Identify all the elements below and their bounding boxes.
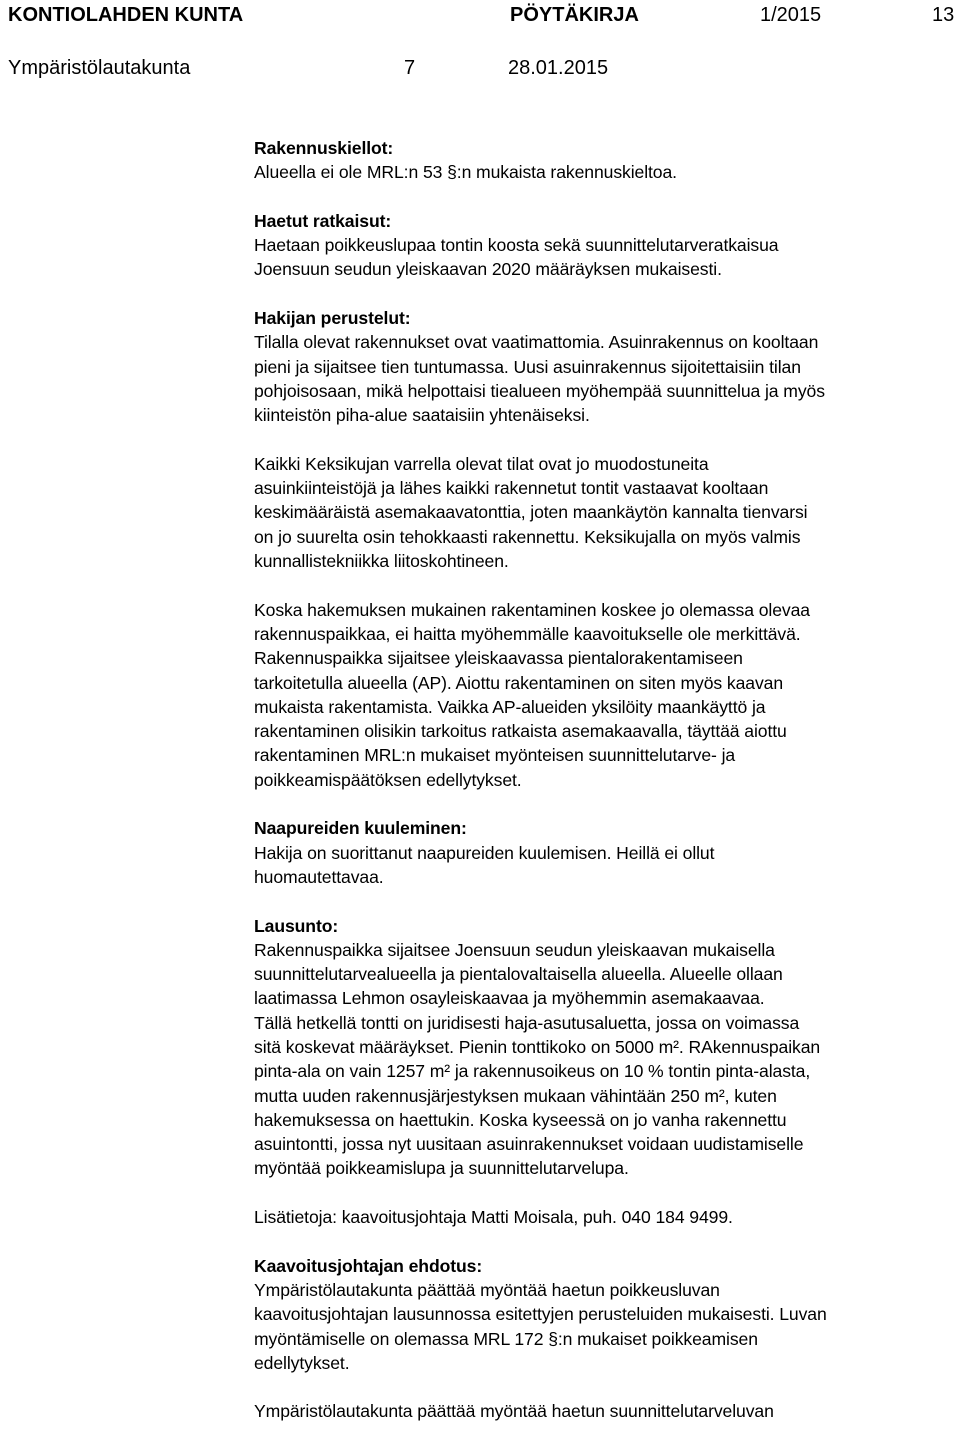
section-requested-decisions [254,209,960,282]
text-line: Hakija on suorittanut naapureiden kuulemisen. Heillä ei ollut [254,842,715,863]
section-heading: Haetut ratkaisut: [254,210,392,231]
paragraph-decision [254,1399,960,1423]
meeting-date: 28.01.2015 [508,57,609,79]
section-heading: Naapureiden kuuleminen: [254,818,467,839]
text-line: rakennuspaikkaa, ei haitta myöhemmälle kaavoitukselle ole merkittävä. [254,623,801,644]
text-line: suunnittelutarvealueella ja pientalovaltaisella alueella. Alueelle ollaan [254,964,783,985]
spacer [254,185,960,209]
text-line: on jo suurelta osin tehokkaasti rakennettu. Keksikujalla on myös valmis [254,526,801,547]
document-type: PÖYTÄKIRJA [510,4,639,26]
text-line: sitä koskevat määräykset. Pienin tonttikoko on 5000 m². RAkennuspaikan [254,1036,821,1057]
section-number: 7 [404,57,416,79]
text-line: Ympäristölautakunta päättää myöntää haetun suunnittelutarveluvan [254,1401,774,1422]
text-line: Rakennuspaikka sijaitsee Joensuun seudun yleiskaavan mukaisella [254,939,775,960]
text-line: Haetaan poikkeuslupaa tontin koosta sekä suunnittelutarveratkaisua [254,235,779,256]
text-line: pohjoisosaan, mikä helpottaisi tiealueen myöhempää suunnittelua ja myös [254,380,825,401]
spacer [254,1181,960,1205]
text-line: myöntämiselle on olemassa MRL 172 §:n mukaiset poikkeamisen [254,1328,758,1349]
spacer [254,889,960,913]
text-line: hakemuksessa on haettukin. Koska kyseessä on jo vanha rakennettu [254,1109,787,1130]
section-neighbour-hearing [254,816,960,889]
text-line: keskimääräistä asemakaavatonttia, joten maankäytön kannalta tienvarsi [254,502,808,523]
text-line: rakentaminen MRL:n mukaiset myönteisen suunnittelutarve- ja [254,745,736,766]
section-heading: Lausunto: [254,915,339,936]
text-line: pinta-ala on vain 1257 m² ja rakennusoikeus on 10 % tontin pinta-alasta, [254,1061,811,1082]
text-line: Koska hakemuksen mukainen rakentaminen koskee jo olemassa olevaa [254,599,810,620]
text-line: asuinkiinteistöjä ja lähes kaikki rakennetut tontit vastaavat kooltaan [254,478,769,499]
text-line: poikkeamispäätöksen edellytykset. [254,769,522,790]
section-building-bans [254,136,960,185]
paragraph-keksikuja [254,452,960,573]
issue-number: 1/2015 [760,4,822,26]
text-line: Kaikki Keksikujan varrella olevat tilat ovat jo muodostuneita [254,453,709,474]
text-line: mutta uuden rakennusjärjestyksen mukaan vähintään 250 m², kuten [254,1085,777,1106]
spacer [254,428,960,452]
text-line: edellytykset. [254,1352,350,1373]
spacer [254,282,960,306]
section-heading: Kaavoitusjohtajan ehdotus: [254,1255,483,1276]
section-statement [254,914,960,1181]
spacer [254,573,960,597]
text-line: Alueella ei ole MRL:n 53 §:n mukaista rakennuskieltoa. [254,162,677,183]
board-name: Ympäristölautakunta [8,57,191,79]
text-line: Tilalla olevat rakennukset ovat vaatimattomia. Asuinrakennus on kooltaan [254,332,819,353]
spacer [254,1375,960,1399]
section-heading: Rakennuskiellot: [254,138,394,158]
text-line: pieni ja sijaitsee tien tuntumassa. Uusi asuinrakennus sijoitettaisiin tilan [254,356,801,377]
text-line: tarkoitetulla alueella (AP). Aiottu rakentaminen on siten myös kaavan [254,672,784,693]
text-line: kiinteistön piha-alue saataisiin yhtenäiseksi. [254,405,590,426]
paragraph-more-info [254,1205,960,1229]
text-line: huomautettavaa. [254,866,384,887]
text-line: myöntää poikkeamislupa ja suunnittelutarvelupa. [254,1158,629,1179]
section-planning-director-proposal [254,1254,960,1375]
text-line: kunnallistekniikka liitoskohtineen. [254,551,509,572]
text-line: mukaista rakentamista. Vaikka AP-alueiden yksilöity maankäyttö ja [254,696,766,717]
page-number: 13 [932,4,955,26]
text-line: asuintontti, jossa nyt uusitaan asuinrakennukset voidaan uudistamiselle [254,1134,804,1155]
text-line: kaavoitusjohtajan lausunnossa esitettyjen perusteluiden mukaisesti. Luvan [254,1304,827,1325]
spacer [254,1229,960,1253]
text-line: Joensuun seudun yleiskaavan 2020 määräyksen mukaisesti. [254,259,722,280]
text-line: Tällä hetkellä tontti on juridisesti haja-asutusaluetta, jossa on voimassa [254,1012,800,1033]
text-line: Ympäristölautakunta päättää myöntää haetun poikkeusluvan [254,1279,720,1300]
section-heading: Hakijan perustelut: [254,308,411,329]
paragraph-existing-site [254,598,960,792]
municipality-name: KONTIOLAHDEN KUNTA [8,4,244,26]
section-applicant-justification [254,306,960,427]
spacer [254,792,960,816]
text-line: rakentaminen olisikin tarkoitus ratkaista asemakaavalla, täyttää aiottu [254,721,787,742]
text-line: laatimassa Lehmon osayleiskaavaa ja myöhemmin asemakaavaa. [254,988,765,1009]
minutes-body [254,136,960,1424]
text-line: Rakennuspaikka sijaitsee yleiskaavassa pientalorakentamiseen [254,648,743,669]
text-line: Lisätietoja: kaavoitusjohtaja Matti Moisala, puh. 040 184 9499. [254,1207,733,1228]
